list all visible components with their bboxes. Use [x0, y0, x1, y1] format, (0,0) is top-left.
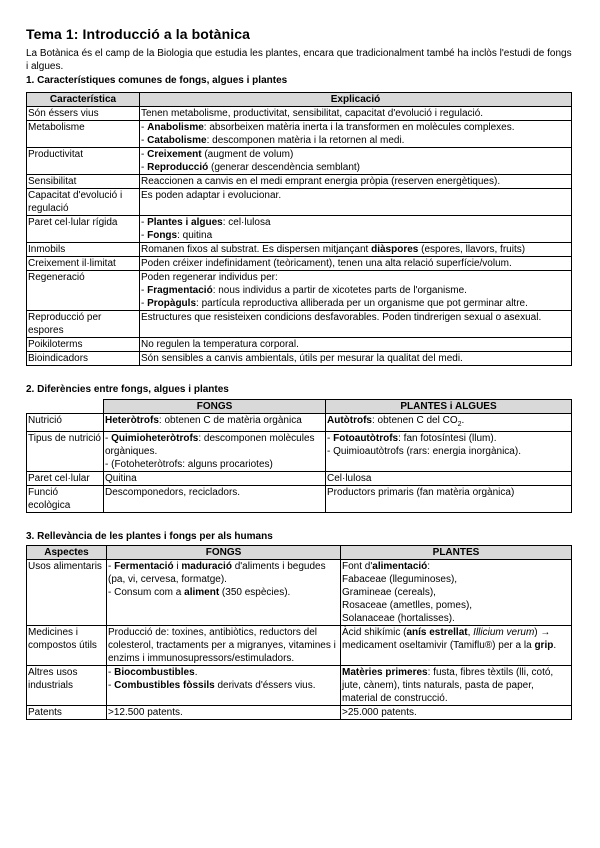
column-header: Característica — [27, 93, 140, 107]
row-key: Funció ecològica — [27, 485, 104, 512]
term-text: Font d' — [342, 561, 373, 572]
subscript: 2 — [457, 420, 462, 428]
row-value: - Plantes i algues: cel·lulosa - Fongs: quitina — [140, 216, 572, 243]
fungi-cell: Descomponedors, recicladors. — [104, 485, 326, 512]
table-row — [27, 338, 572, 352]
plants-cell: Cel·lulosa — [326, 471, 572, 485]
characteristics-table — [26, 92, 572, 366]
term: Catabolisme — [147, 135, 207, 146]
table-row — [27, 175, 572, 189]
term-text: : quitina — [177, 230, 213, 241]
term: Fotoautòtrofs — [333, 432, 399, 444]
term-text: . — [194, 667, 198, 678]
term-text: i — [173, 561, 182, 572]
term: Heteròtrofs — [105, 414, 159, 426]
row-key: Altres usos industrials — [27, 666, 107, 706]
row-value: - Anabolisme: absorbeixen matèria inerta i la transformen en molècules complexes. - Catabolisme: descomponen matèria i la retornen al medi. — [140, 121, 572, 148]
term: maduració — [181, 561, 232, 572]
plants-cell: Productors primaris (fan matèria orgànica) — [326, 485, 572, 512]
term-text: Àcid shikímic ( — [342, 627, 407, 638]
term: aliment — [184, 587, 220, 598]
term-text: (espores, llavors, fruits) — [418, 244, 526, 255]
row-key: Creixement il·limitat — [27, 257, 140, 271]
row-key: Sensibilitat — [27, 175, 140, 189]
term-text: Consum com a — [114, 587, 185, 598]
list-item: Gramineae (cereals), — [342, 587, 436, 598]
term-text: derivats d'éssers vius. — [214, 680, 316, 691]
term-text: (augment de volum) — [201, 149, 294, 160]
table-row — [27, 243, 572, 257]
term: Anabolisme — [147, 122, 204, 133]
table-row — [27, 121, 572, 148]
term-text: . — [461, 414, 465, 426]
term: Fermentació — [114, 561, 174, 572]
row-value: Són sensibles a canvis ambientals, útils per mesurar la qualitat del medi. — [140, 352, 572, 366]
plants-cell — [341, 626, 572, 666]
document-page — [26, 26, 572, 720]
table-row — [27, 148, 572, 175]
row-value: No regulen la temperatura corporal. — [140, 338, 572, 352]
row-key: Regeneració — [27, 271, 140, 311]
table-row — [27, 706, 572, 720]
term-text: ) → medicament oseltamivir (Tamiflu®) per a la — [342, 627, 551, 651]
term: Matèries primeres — [342, 667, 428, 678]
row-key: Productivitat — [27, 148, 140, 175]
intro-paragraph: La Botànica és el camp de la Biologia que estudia les plantes, encara que tradicionalment també ha inclòs l'estudi de fongs i algues. — [26, 47, 572, 72]
table-row — [27, 271, 572, 311]
term-text: Quimioautòtrofs (rars: energia inorgànica). — [333, 445, 521, 457]
table-row — [27, 311, 572, 338]
row-key: Patents — [27, 706, 107, 720]
term: Fongs — [147, 230, 178, 241]
term: alimentació — [372, 561, 428, 572]
table-header-row — [27, 399, 572, 413]
fungi-cell: - Fermentació i maduració d'aliments i begudes (pa, vi, cervesa, formatge). - Consum com a aliment (350 espècies). — [107, 560, 341, 626]
term-text: (Fotoheteròtrofs: alguns procariotes) — [111, 458, 273, 470]
term-text: (generar descendència semblant) — [208, 162, 360, 173]
table-row — [27, 471, 572, 485]
table-row — [27, 352, 572, 366]
row-key: Poikiloterms — [27, 338, 140, 352]
term-text: . — [553, 640, 557, 651]
table-header-row — [27, 93, 572, 107]
term: Quimioheteròtrofs — [111, 432, 199, 444]
term-text: : descomponen matèria i la retornen al medi. — [206, 135, 405, 146]
term: diàspores — [371, 244, 419, 255]
table-row — [27, 626, 572, 666]
species-name: Illicium verum — [473, 627, 535, 638]
term: Biocombustibles — [114, 667, 195, 678]
row-key: Paret cel·lular — [27, 471, 104, 485]
term-text: : — [427, 561, 431, 572]
row-value: Reaccionen a canvis en el medi emprant energia pròpia (reserven energètiques). — [140, 175, 572, 189]
section-2-heading: 2. Diferències entre fongs, algues i plantes — [26, 384, 229, 395]
row-key: Tipus de nutrició — [27, 431, 104, 471]
term-text: (350 espècies). — [219, 587, 291, 598]
page-title: Tema 1: Introducció a la botànica — [26, 26, 250, 42]
row-value: Estructures que resisteixen condicions desfavorables. Poden tindrerigen sexual o asexual. — [140, 311, 572, 338]
list-item: Rosaceae (ametlles, pomes), — [342, 600, 473, 611]
fungi-cell — [104, 413, 326, 431]
plants-cell — [341, 560, 572, 626]
table-row — [27, 560, 572, 626]
row-key: Capacitat d'evolució i regulació — [27, 189, 140, 216]
plants-cell — [326, 413, 572, 431]
row-key: Nutrició — [27, 413, 104, 431]
table-row — [27, 257, 572, 271]
plants-cell: - Fotoautòtrofs: fan fotosíntesi (llum). - Quimioautòtrofs (rars: energia inorgànica). — [326, 431, 572, 471]
term-text: : partícula reproductiva alliberada per un organisme que pot germinar altre. — [196, 298, 528, 309]
term: Fragmentació — [147, 285, 213, 296]
empty-header-cell — [27, 399, 104, 413]
table-row — [27, 107, 572, 121]
term-text: : fusta, fibres tèxtils (lli, cotó, jute, cànem), tints naturals, pasta de paper, material de construcció. — [342, 667, 554, 704]
term-text: : obtenen C de matèria orgànica — [158, 414, 302, 426]
row-value: Poden créixer indefinidament (teòricament), tenen una alta relació superfície/volum. — [140, 257, 572, 271]
column-header: PLANTES i ALGUES — [326, 399, 572, 413]
column-header: FONGS — [107, 546, 341, 560]
table-row — [27, 431, 572, 471]
column-header: FONGS — [104, 399, 326, 413]
term: Creixement — [147, 149, 202, 160]
row-key: Són éssers vius — [27, 107, 140, 121]
plants-cell: >25.000 patents. — [341, 706, 572, 720]
column-header: Aspectes — [27, 546, 107, 560]
row-key: Inmobils — [27, 243, 140, 257]
table-row — [27, 666, 572, 706]
term-text: d'aliments i begudes (pa, vi, cervesa, formatge). — [108, 561, 326, 585]
fungi-cell: - Biocombustibles. - Combustibles fòssils derivats d'éssers vius. — [107, 666, 341, 706]
row-key: Usos alimentaris — [27, 560, 107, 626]
term: anís estrellat — [406, 627, 468, 638]
table-row — [27, 189, 572, 216]
section-3-heading: 3. Rellevància de les plantes i fongs per als humans — [26, 530, 273, 542]
section-1-heading: 1. Característiques comunes de fongs, algues i plantes — [26, 74, 288, 86]
relevance-table — [26, 545, 572, 720]
list-item: Solanaceae (hortalisses). — [342, 613, 455, 624]
table-row — [27, 413, 572, 431]
term-text: : obtenen C del CO — [372, 414, 458, 426]
fungi-cell: - Quimioheteròtrofs: descomponen molècules orgàniques. - (Fotoheteròtrofs: alguns procariotes) — [104, 431, 326, 471]
row-key: Bioindicadors — [27, 352, 140, 366]
table-row — [27, 216, 572, 243]
table-row — [27, 485, 572, 512]
term: Propàguls — [147, 298, 197, 309]
term-text: : fan fotosíntesi (llum). — [398, 432, 497, 444]
column-header: Explicació — [140, 93, 572, 107]
term-text: : absorbeixen matèria inerta i la transformen en molècules complexes. — [203, 122, 515, 133]
term-text: : cel·lulosa — [222, 217, 271, 228]
term: Plantes i algues — [147, 217, 223, 228]
term-text: : nous individus a partir de xicotetes parts de l'organisme. — [212, 285, 467, 296]
term: Autòtrofs — [327, 414, 372, 426]
row-key: Metabolisme — [27, 121, 140, 148]
fungi-cell: Producció de: toxines, antibiòtics, reductors del colesterol, tractaments per a migranyes, vitamines i enzims i immunosupressors/estimuladors. — [107, 626, 341, 666]
fungi-cell: >12.500 patents. — [107, 706, 341, 720]
row-value — [140, 243, 572, 257]
row-value: Tenen metabolisme, productivitat, sensibilitat, capacitat d'evolució i regulació. — [140, 107, 572, 121]
term: grip — [534, 640, 554, 651]
row-value: Poden regenerar individus per: - Fragmentació: nous individus a partir de xicotetes parts de l'organisme. - Propàguls: partícula reproductiva alliberada per un organisme que pot germinar altre. — [140, 271, 572, 311]
fungi-cell: Quitina — [104, 471, 326, 485]
list-item: Fabaceae (lleguminoses), — [342, 574, 458, 585]
plants-cell — [341, 666, 572, 706]
row-value: Es poden adaptar i evolucionar. — [140, 189, 572, 216]
row-value: - Creixement (augment de volum) - Reproducció (generar descendència semblant) — [140, 148, 572, 175]
column-header: PLANTES — [341, 546, 572, 560]
table-header-row — [27, 546, 572, 560]
row-key: Medicines i compostos útils — [27, 626, 107, 666]
term-text: : descomponen molècules orgàniques. — [105, 432, 315, 457]
differences-table — [26, 399, 572, 513]
row-key: Reproducció per espores — [27, 311, 140, 338]
row-key: Paret cel·lular rígida — [27, 216, 140, 243]
term-text: , — [467, 627, 474, 638]
term-text: Romanen fixos al substrat. Es dispersen mitjançant — [141, 244, 372, 255]
term-text: Poden regenerar individus per: — [141, 272, 278, 283]
term: Combustibles fòssils — [114, 680, 215, 691]
term: Reproducció — [147, 162, 209, 173]
